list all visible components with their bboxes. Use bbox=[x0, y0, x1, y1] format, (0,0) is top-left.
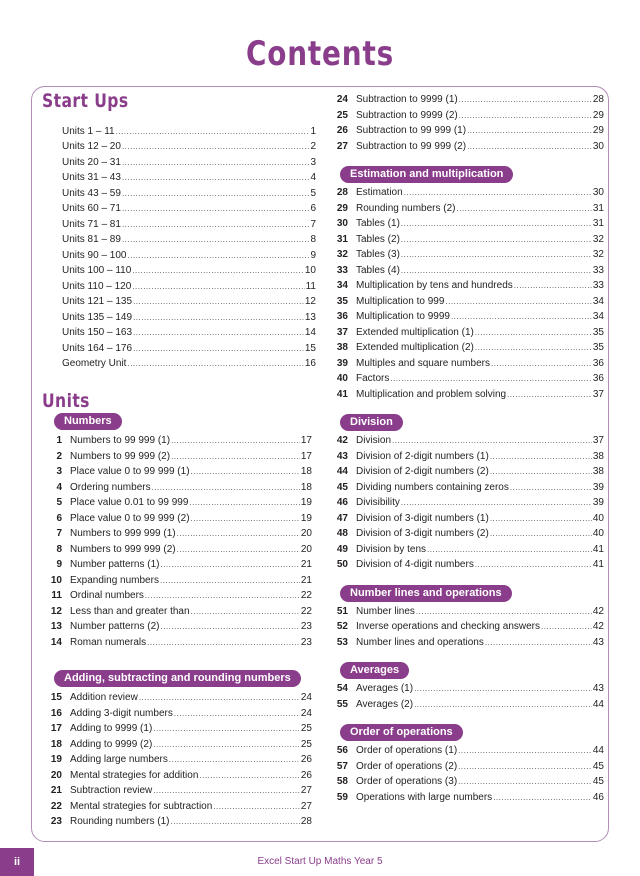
list-item[interactable]: 37 Extended multiplication (1) ..... 35 bbox=[328, 325, 604, 341]
list-item[interactable]: 35 Multiplication to 999 ..... 34 bbox=[328, 294, 604, 310]
list-item[interactable]: Units 12 – 20 ..... 2 bbox=[62, 139, 316, 155]
section-adding bbox=[42, 670, 318, 687]
list-item[interactable]: 9 Number patterns (1) ..... 21 bbox=[42, 557, 312, 573]
list-item[interactable]: 18 Adding to 9999 (2) ..... 25 bbox=[42, 737, 312, 753]
list-item[interactable]: Units 135 – 149 ..... 13 bbox=[62, 310, 316, 326]
list-item[interactable]: Geometry Unit ..... 16 bbox=[62, 356, 316, 372]
list-item[interactable]: 42 Division ..... 37 bbox=[328, 433, 604, 449]
division-list bbox=[328, 433, 604, 573]
list-item[interactable]: 58 Order of operations (3) ..... 45 bbox=[328, 774, 604, 790]
section-label: Order of operations bbox=[340, 724, 463, 741]
section-label: Adding, subtracting and rounding numbers bbox=[54, 670, 301, 687]
numbers-list bbox=[42, 433, 312, 650]
averages-list bbox=[328, 681, 604, 712]
adding-list bbox=[42, 690, 312, 830]
list-item[interactable]: 24 Subtraction to 9999 (1) ..... 28 bbox=[328, 92, 604, 108]
list-item[interactable]: 6 Place value 0 to 99 999 (2) ..... 19 bbox=[42, 511, 312, 527]
list-item[interactable]: Units 31 – 43 ..... 4 bbox=[62, 170, 316, 186]
list-item[interactable]: 57 Order of operations (2) ..... 45 bbox=[328, 759, 604, 775]
section-averages bbox=[328, 662, 604, 679]
list-item[interactable]: Units 100 – 110 ..... 10 bbox=[62, 263, 316, 279]
page-title: Contents bbox=[245, 34, 395, 74]
list-item[interactable]: 52 Inverse operations and checking answers ..... 42 bbox=[328, 619, 604, 635]
list-item[interactable]: 17 Adding to 9999 (1) ..... 25 bbox=[42, 721, 312, 737]
list-item[interactable]: 30 Tables (1) ..... 31 bbox=[328, 216, 604, 232]
list-item[interactable]: Units 164 – 176 ..... 15 bbox=[62, 341, 316, 357]
list-item[interactable]: 4 Ordering numbers ..... 18 bbox=[42, 480, 312, 496]
right-column bbox=[328, 86, 604, 805]
list-item[interactable]: 46 Divisibility ..... 39 bbox=[328, 495, 604, 511]
list-item[interactable]: 12 Less than and greater than ..... 22 bbox=[42, 604, 312, 620]
list-item[interactable]: 7 Numbers to 999 999 (1) ..... 20 bbox=[42, 526, 312, 542]
list-item[interactable]: 41 Multiplication and problem solving ..... 37 bbox=[328, 387, 604, 403]
subtraction-list bbox=[328, 92, 604, 154]
list-item[interactable]: 13 Number patterns (2) ..... 23 bbox=[42, 619, 312, 635]
list-item[interactable]: Units 90 – 100 ..... 9 bbox=[62, 248, 316, 264]
number-lines-list bbox=[328, 604, 604, 651]
list-item[interactable]: 15 Addition review ..... 24 bbox=[42, 690, 312, 706]
section-label: Division bbox=[340, 414, 403, 431]
list-item[interactable]: 51 Number lines ..... 42 bbox=[328, 604, 604, 620]
list-item[interactable]: 5 Place value 0.01 to 99 999 ..... 19 bbox=[42, 495, 312, 511]
list-item[interactable]: 49 Division by tens ..... 41 bbox=[328, 542, 604, 558]
list-item[interactable]: 27 Subtraction to 99 999 (2) ..... 30 bbox=[328, 139, 604, 155]
list-item[interactable]: 3 Place value 0 to 99 999 (1) ..... 18 bbox=[42, 464, 312, 480]
list-item[interactable]: 28 Estimation ..... 30 bbox=[328, 185, 604, 201]
list-item[interactable]: 14 Roman numerals ..... 23 bbox=[42, 635, 312, 651]
list-item[interactable]: 40 Factors ..... 36 bbox=[328, 371, 604, 387]
page-footer bbox=[0, 848, 640, 876]
list-item[interactable]: 32 Tables (3) ..... 32 bbox=[328, 247, 604, 263]
list-item[interactable]: 50 Division of 4-digit numbers ..... 41 bbox=[328, 557, 604, 573]
section-order-of-operations bbox=[328, 724, 604, 741]
start-ups-list bbox=[42, 124, 316, 372]
book-title: Excel Start Up Maths Year 5 bbox=[257, 856, 383, 867]
section-label: Estimation and multiplication bbox=[340, 166, 513, 183]
page-number-tab: ii bbox=[0, 848, 34, 876]
list-item[interactable]: 34 Multiplication by tens and hundreds ..... 33 bbox=[328, 278, 604, 294]
list-item[interactable]: 54 Averages (1) ..... 43 bbox=[328, 681, 604, 697]
list-item[interactable]: 25 Subtraction to 9999 (2) ..... 29 bbox=[328, 108, 604, 124]
section-estimation bbox=[328, 166, 604, 183]
list-item[interactable]: 44 Division of 2-digit numbers (2) ..... 38 bbox=[328, 464, 604, 480]
list-item[interactable]: 45 Dividing numbers containing zeros ..... 39 bbox=[328, 480, 604, 496]
list-item[interactable]: 22 Mental strategies for subtraction ..... 27 bbox=[42, 799, 312, 815]
list-item[interactable]: 11 Ordinal numbers ..... 22 bbox=[42, 588, 312, 604]
list-item[interactable]: 1 Numbers to 99 999 (1) ..... 17 bbox=[42, 433, 312, 449]
list-item[interactable]: 23 Rounding numbers (1) ..... 28 bbox=[42, 814, 312, 830]
list-item[interactable]: 59 Operations with large numbers ..... 46 bbox=[328, 790, 604, 806]
order-of-operations-list bbox=[328, 743, 604, 805]
list-item[interactable]: 36 Multiplication to 9999 ..... 34 bbox=[328, 309, 604, 325]
start-ups-heading: Start Ups bbox=[42, 90, 129, 112]
section-label: Averages bbox=[340, 662, 409, 679]
list-item[interactable]: 20 Mental strategies for addition ..... 26 bbox=[42, 768, 312, 784]
list-item[interactable]: Units 121 – 135 ..... 12 bbox=[62, 294, 316, 310]
section-label: Number lines and operations bbox=[340, 585, 512, 602]
estimation-list bbox=[328, 185, 604, 402]
list-item[interactable]: Units 43 – 59 ..... 5 bbox=[62, 186, 316, 202]
list-item[interactable]: 29 Rounding numbers (2) ..... 31 bbox=[328, 201, 604, 217]
list-item[interactable]: Units 150 – 163 ..... 14 bbox=[62, 325, 316, 341]
list-item[interactable]: 26 Subtraction to 99 999 (1) ..... 29 bbox=[328, 123, 604, 139]
list-item[interactable]: 19 Adding large numbers ..... 26 bbox=[42, 752, 312, 768]
list-item[interactable]: 56 Order of operations (1) ..... 44 bbox=[328, 743, 604, 759]
list-item[interactable]: 55 Averages (2) ..... 44 bbox=[328, 697, 604, 713]
list-item[interactable]: 16 Adding 3-digit numbers ..... 24 bbox=[42, 706, 312, 722]
list-item[interactable]: Units 71 – 81 ..... 7 bbox=[62, 217, 316, 233]
list-item[interactable]: 38 Extended multiplication (2) ..... 35 bbox=[328, 340, 604, 356]
units-heading: Units bbox=[42, 389, 90, 412]
list-item[interactable]: 2 Numbers to 99 999 (2) ..... 17 bbox=[42, 449, 312, 465]
list-item[interactable]: 43 Division of 2-digit numbers (1) ..... 38 bbox=[328, 449, 604, 465]
section-number-lines bbox=[328, 585, 604, 602]
section-numbers bbox=[42, 413, 318, 430]
list-item[interactable]: 10 Expanding numbers ..... 21 bbox=[42, 573, 312, 589]
list-item[interactable]: Units 110 – 120 ..... 11 bbox=[62, 279, 316, 295]
list-item[interactable]: 48 Division of 3-digit numbers (2) ..... 40 bbox=[328, 526, 604, 542]
list-item[interactable]: Units 1 – 11 ..... 1 bbox=[62, 124, 316, 140]
list-item[interactable]: 8 Numbers to 999 999 (2) ..... 20 bbox=[42, 542, 312, 558]
section-division bbox=[328, 414, 604, 431]
list-item[interactable]: Units 81 – 89 ..... 8 bbox=[62, 232, 316, 248]
list-item[interactable]: 33 Tables (4) ..... 33 bbox=[328, 263, 604, 279]
list-item[interactable]: 53 Number lines and operations ..... 43 bbox=[328, 635, 604, 651]
left-column bbox=[42, 86, 318, 830]
list-item[interactable]: Units 20 – 31 ..... 3 bbox=[62, 155, 316, 171]
list-item[interactable]: 39 Multiples and square numbers ..... 36 bbox=[328, 356, 604, 372]
list-item[interactable]: 47 Division of 3-digit numbers (1) ..... 40 bbox=[328, 511, 604, 527]
list-item[interactable]: Units 60 – 71 ..... 6 bbox=[62, 201, 316, 217]
list-item[interactable]: 31 Tables (2) ..... 32 bbox=[328, 232, 604, 248]
list-item[interactable]: 21 Subtraction review ..... 27 bbox=[42, 783, 312, 799]
section-label: Numbers bbox=[54, 413, 122, 430]
